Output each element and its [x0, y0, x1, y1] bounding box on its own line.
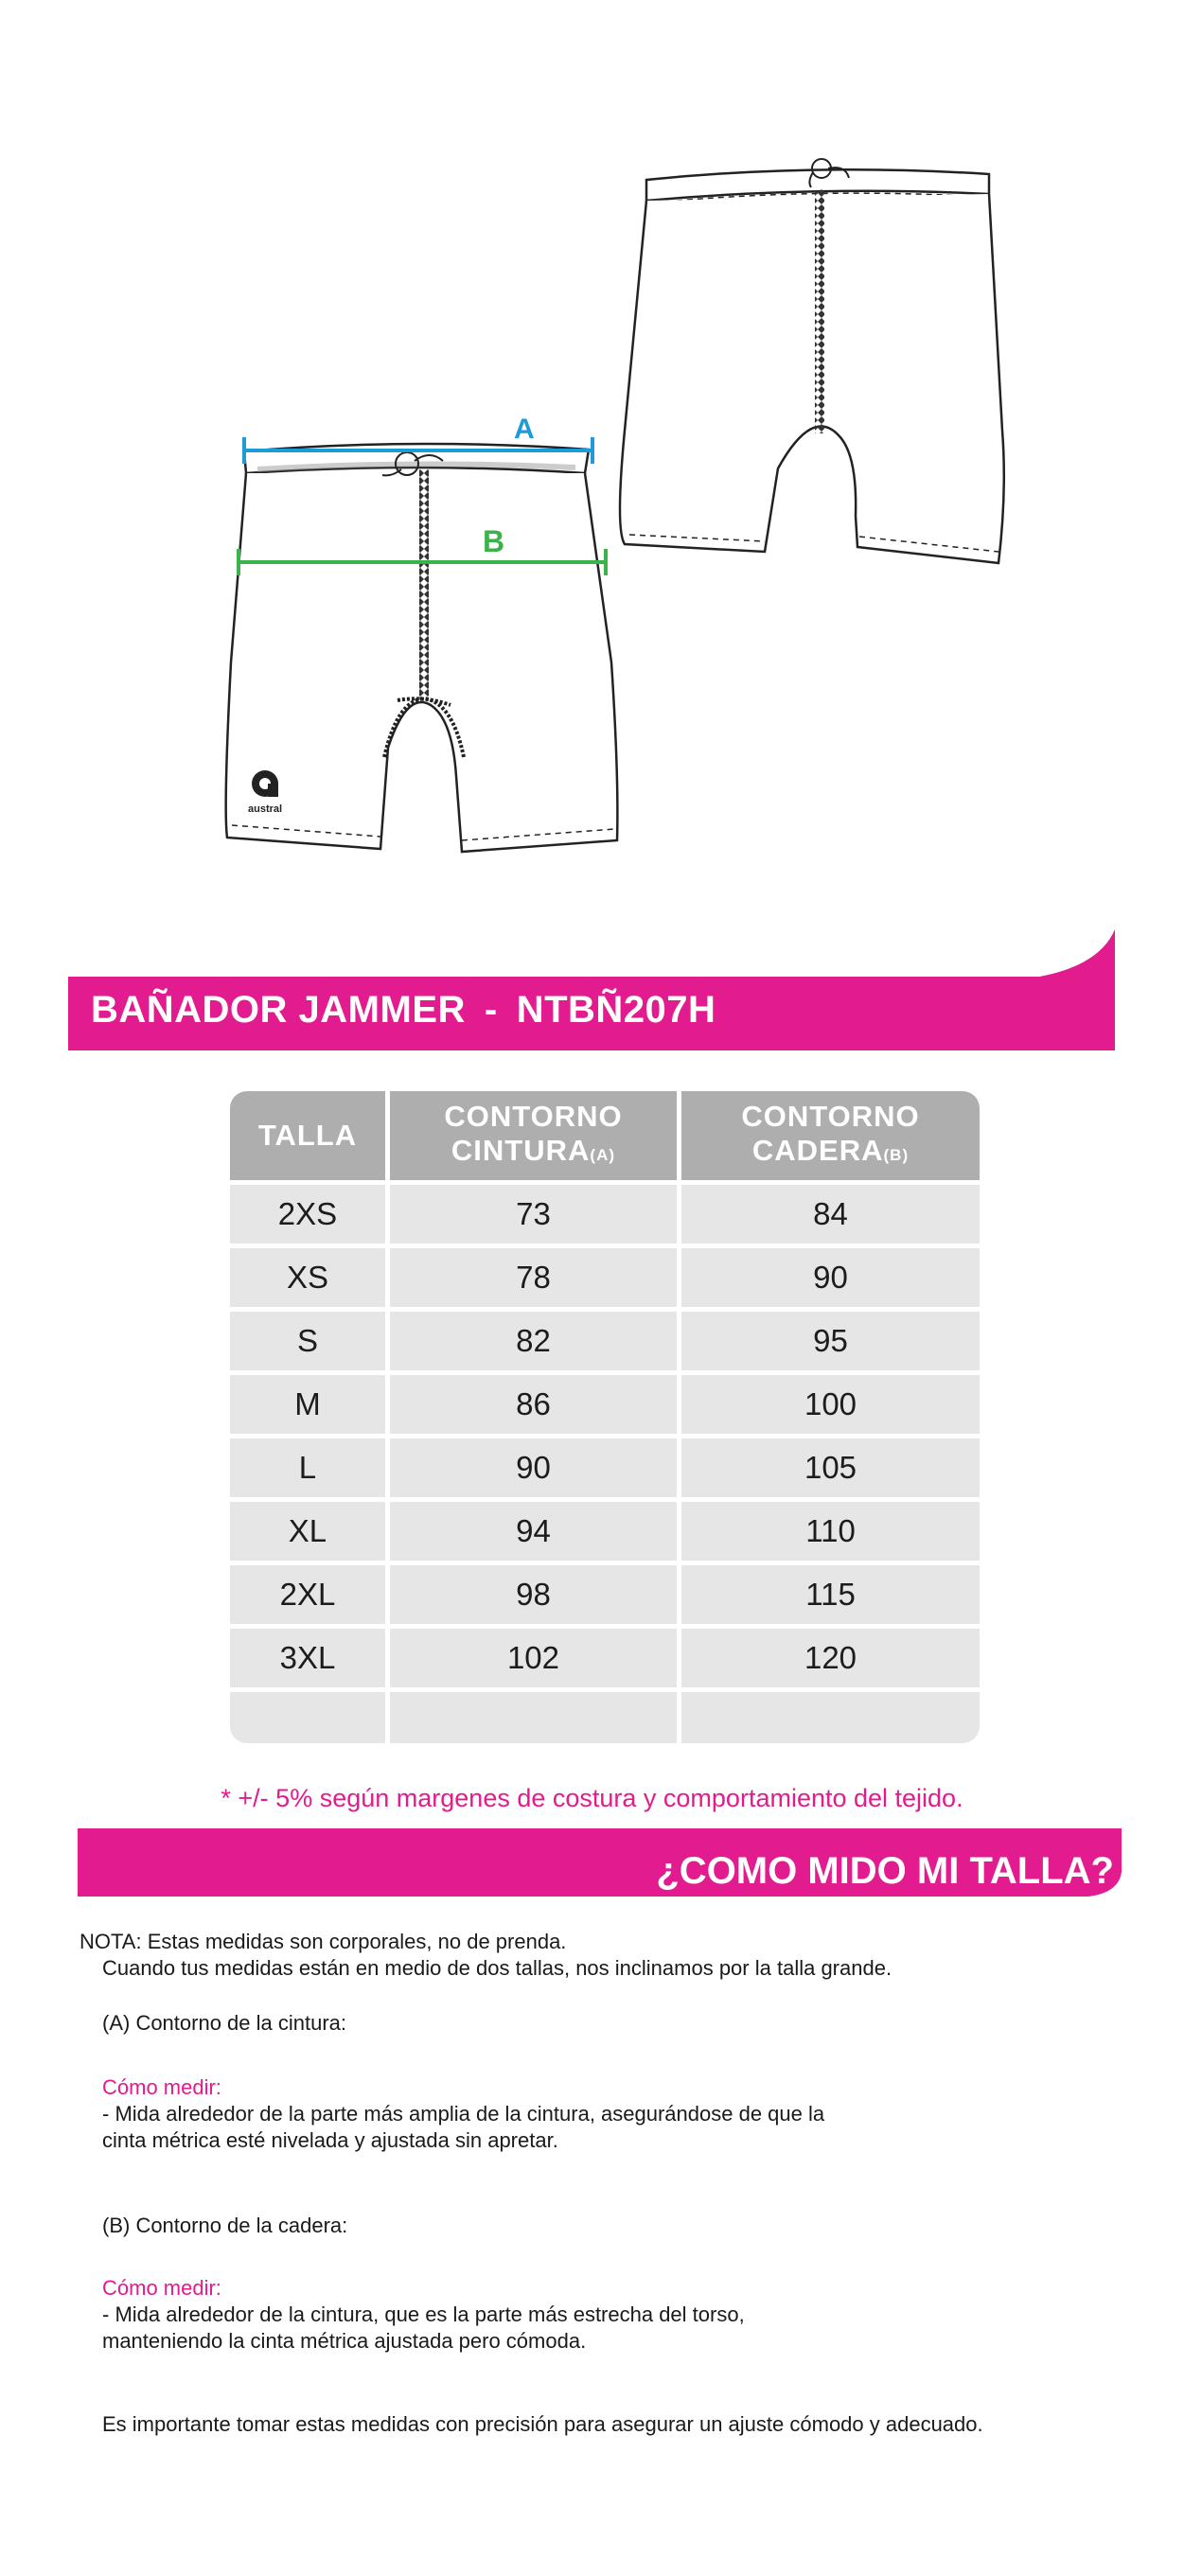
table-header: [230, 1091, 980, 1180]
table-row: S 82 95: [230, 1307, 980, 1370]
hip-title: (B) Contorno de la cadera:: [102, 2214, 348, 2237]
note-line-1: NOTA: Estas medidas son corporales, no de prenda.: [80, 1930, 567, 1953]
table-row: XS 78 90: [230, 1244, 980, 1307]
jammer-illustration: [0, 0, 1184, 909]
front-view-shorts: [226, 444, 618, 852]
table-row: M 86 100: [230, 1370, 980, 1434]
table-row: XL 94 110: [230, 1497, 980, 1561]
table-row: 2XS 73 84: [230, 1180, 980, 1244]
waist-instruction-2: cinta métrica esté nivelada y ajustada sin apretar.: [102, 2128, 558, 2152]
header-hip: CONTORNO CADERA(B): [677, 1091, 980, 1180]
table-row: 3XL 102 120: [230, 1624, 980, 1687]
waist-title: (A) Contorno de la cintura:: [102, 2011, 347, 2035]
howto-title: ¿COMO MIDO MI TALLA?: [656, 1850, 1114, 1892]
hip-instruction-1: - Mida alrededor de la cintura, que es la parte más estrecha del torso,: [102, 2303, 745, 2326]
tolerance-note: * +/- 5% según margenes de costura y comportamiento del tejido.: [221, 1784, 963, 1812]
product-title: BAÑADOR JAMMER - NTBÑ207H: [91, 989, 716, 1031]
header-waist: CONTORNO CINTURA(A): [385, 1091, 677, 1180]
table-row: 2XL 98 115: [230, 1561, 980, 1624]
header-size: TALLA: [257, 1119, 358, 1152]
size-table: [230, 1091, 980, 1743]
title-banner: [0, 909, 1184, 1060]
svg-text:austral: austral: [248, 803, 283, 815]
closing-note: Es importante tomar estas medidas con precisión para asegurar un ajuste cómodo y adecuado.: [102, 2412, 983, 2436]
measure-label-a: A: [514, 414, 535, 445]
waist-how-label: Cómo medir:: [102, 2075, 221, 2099]
table-row-empty: [230, 1687, 980, 1743]
hip-how-label: Cómo medir:: [102, 2276, 221, 2300]
back-view-shorts: [620, 159, 1004, 563]
measure-label-b: B: [483, 524, 505, 558]
note-line-2: Cuando tus medidas están en medio de dos tallas, nos inclinamos por la talla grande.: [102, 1956, 892, 1980]
waist-instruction-1: - Mida alrededor de la parte más amplia de la cintura, asegurándose de que la: [102, 2102, 825, 2126]
hip-instruction-2: manteniendo la cinta métrica ajustada pero cómoda.: [102, 2329, 587, 2353]
table-row: L 90 105: [230, 1434, 980, 1497]
